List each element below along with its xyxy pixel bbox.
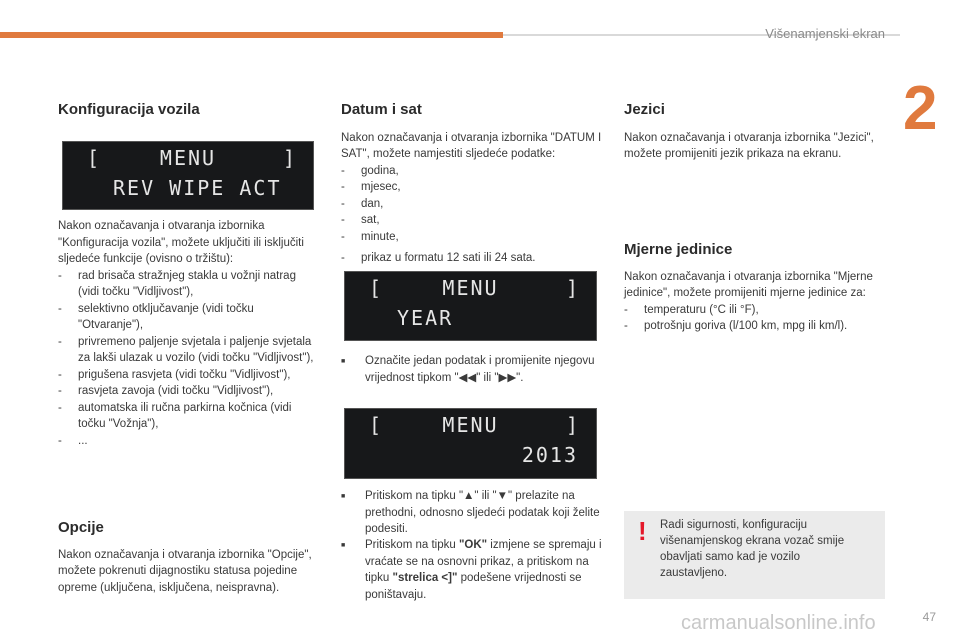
- list-item: - selektivno otključavanje (vidi točku "Otvaranje"),: [58, 301, 320, 334]
- date-time-intro: Nakon označavanja i otvaranja izbornika "DATUM I SAT", možete namjestiti sljedeće podatke:: [341, 131, 602, 160]
- options-title: Opcije: [58, 519, 104, 536]
- options-section: [58, 520, 320, 596]
- step-text: [341, 537, 603, 603]
- list-item: - privremeno paljenje svjetala i paljenje svjetala za lakši ulazak u vozilo (vidi točku "Vidljivost"),: [58, 334, 320, 367]
- vehicle-config-title: Konfiguracija vozila: [58, 101, 200, 118]
- options-text: Nakon označavanja i otvaranja izbornika "Opcije", možete pokrenuti dijagnostiku statusa pojedine opreme (uključena, isključena, neispravna).: [58, 548, 312, 594]
- step-text-part: podešene vrijednosti se poništavaju.: [365, 572, 582, 601]
- vehicle-config-intro: Nakon označavanja i otvaranja izbornika "Konfiguracija vozila", možete uključiti ili isključiti sljedeće funkcije (ovisno o tržištu):: [58, 220, 304, 265]
- list-item: - rasvjeta zavoja (vidi točku "Vidljivost"),: [58, 383, 320, 400]
- list-item: - mjesec,: [341, 179, 603, 196]
- vehicle-config-list: [58, 268, 320, 450]
- display-2013: [344, 408, 597, 479]
- step-confirm: [341, 537, 603, 603]
- column-date-time: [341, 102, 603, 267]
- header-accent-bar: [0, 32, 503, 38]
- list-item: - potrošnju goriva (l/100 km, mpg ili km/l).: [624, 318, 886, 335]
- list-item: - godina,: [341, 163, 603, 180]
- list-item: - prikaz u formatu 12 sati ili 24 sata.: [341, 250, 603, 267]
- column-languages: [624, 102, 886, 163]
- screen-bracket-right: ]: [565, 413, 580, 437]
- warning-icon: !: [638, 516, 647, 546]
- screen-value: YEAR: [397, 306, 454, 330]
- step-bullet-icon: ■: [341, 358, 346, 365]
- step-text: Pritiskom na tipku "▲" ili "▼" prelazite na prethodni, odnosno sljedeći podatak koji želite podesiti.: [365, 490, 600, 535]
- step-bullet-icon: ■: [341, 542, 346, 549]
- screen-bracket-left: [: [87, 146, 102, 170]
- units-section: [624, 242, 886, 335]
- step-select: [341, 353, 603, 386]
- step-navigate: [341, 488, 603, 538]
- list-item: - minute,: [341, 229, 603, 246]
- screen-bracket-left: [: [369, 276, 384, 300]
- ok-key-label: "OK": [458, 539, 488, 551]
- section-title: Višenamjenski ekran: [765, 26, 885, 41]
- screen-menu-label: MENU: [159, 146, 217, 170]
- list-item: - prigušena rasvjeta (vidi točku "Vidljivost"),: [58, 367, 320, 384]
- screen-value: REV WIPE ACT: [113, 176, 282, 200]
- page-number: 47: [922, 610, 936, 624]
- date-time-list: [341, 163, 603, 267]
- languages-text: Nakon označavanja i otvaranja izbornika "Jezici", možete promijeniti jezik prikaza na ekranu.: [624, 131, 874, 160]
- list-item: - temperaturu (°C ili °F),: [624, 302, 886, 319]
- list-item: - rad brisača stražnjeg stakla u vožnji natrag (vidi točku "Vidljivost"),: [58, 268, 320, 301]
- vehicle-config-body: [58, 218, 320, 449]
- list-item: - sat,: [341, 212, 603, 229]
- back-key-label: "strelica <]": [392, 572, 458, 584]
- step-text: Označite jedan podatak i promijenite njegovu vrijednost tipkom "◀◀" ili "▶▶".: [365, 355, 595, 384]
- display-year: [344, 271, 597, 341]
- screen-menu-label: MENU: [442, 276, 499, 300]
- date-time-title: Datum i sat: [341, 101, 422, 118]
- column-vehicle-config: [58, 102, 320, 119]
- chapter-number: 2: [903, 74, 938, 143]
- watermark: carmanualsonline.info: [681, 612, 876, 634]
- units-list: [624, 302, 886, 335]
- list-item: - automatska ili ručna parkirna kočnica (vidi točku "Vožnja"),: [58, 400, 320, 433]
- screen-menu-label: MENU: [442, 413, 499, 437]
- safety-warning: [624, 511, 885, 599]
- languages-title: Jezici: [624, 101, 665, 118]
- step-text-part: izmjene se spremaju i vraćate se na osnovni prikaz, a pritiskom na tipku: [365, 539, 602, 584]
- list-item: - dan,: [341, 196, 603, 213]
- units-intro: Nakon označavanja i otvaranja izbornika "Mjerne jedinice", možete promijeniti mjerne jedinice za:: [624, 270, 873, 299]
- screen-bracket-right: ]: [565, 276, 580, 300]
- display-vehicle-config: [62, 141, 314, 210]
- step-text-part: Pritiskom na tipku: [365, 539, 459, 551]
- screen-value: 2013: [521, 443, 578, 467]
- units-title: Mjerne jedinice: [624, 241, 733, 258]
- warning-text: Radi sigurnosti, konfiguraciju višenamjenskog ekrana vozač smije obavljati samo kad je vozilo zaustavljeno.: [660, 519, 845, 579]
- screen-bracket-right: ]: [282, 146, 297, 170]
- list-item: - ...: [58, 433, 320, 450]
- screen-bracket-left: [: [369, 413, 384, 437]
- step-bullet-icon: ■: [341, 493, 346, 500]
